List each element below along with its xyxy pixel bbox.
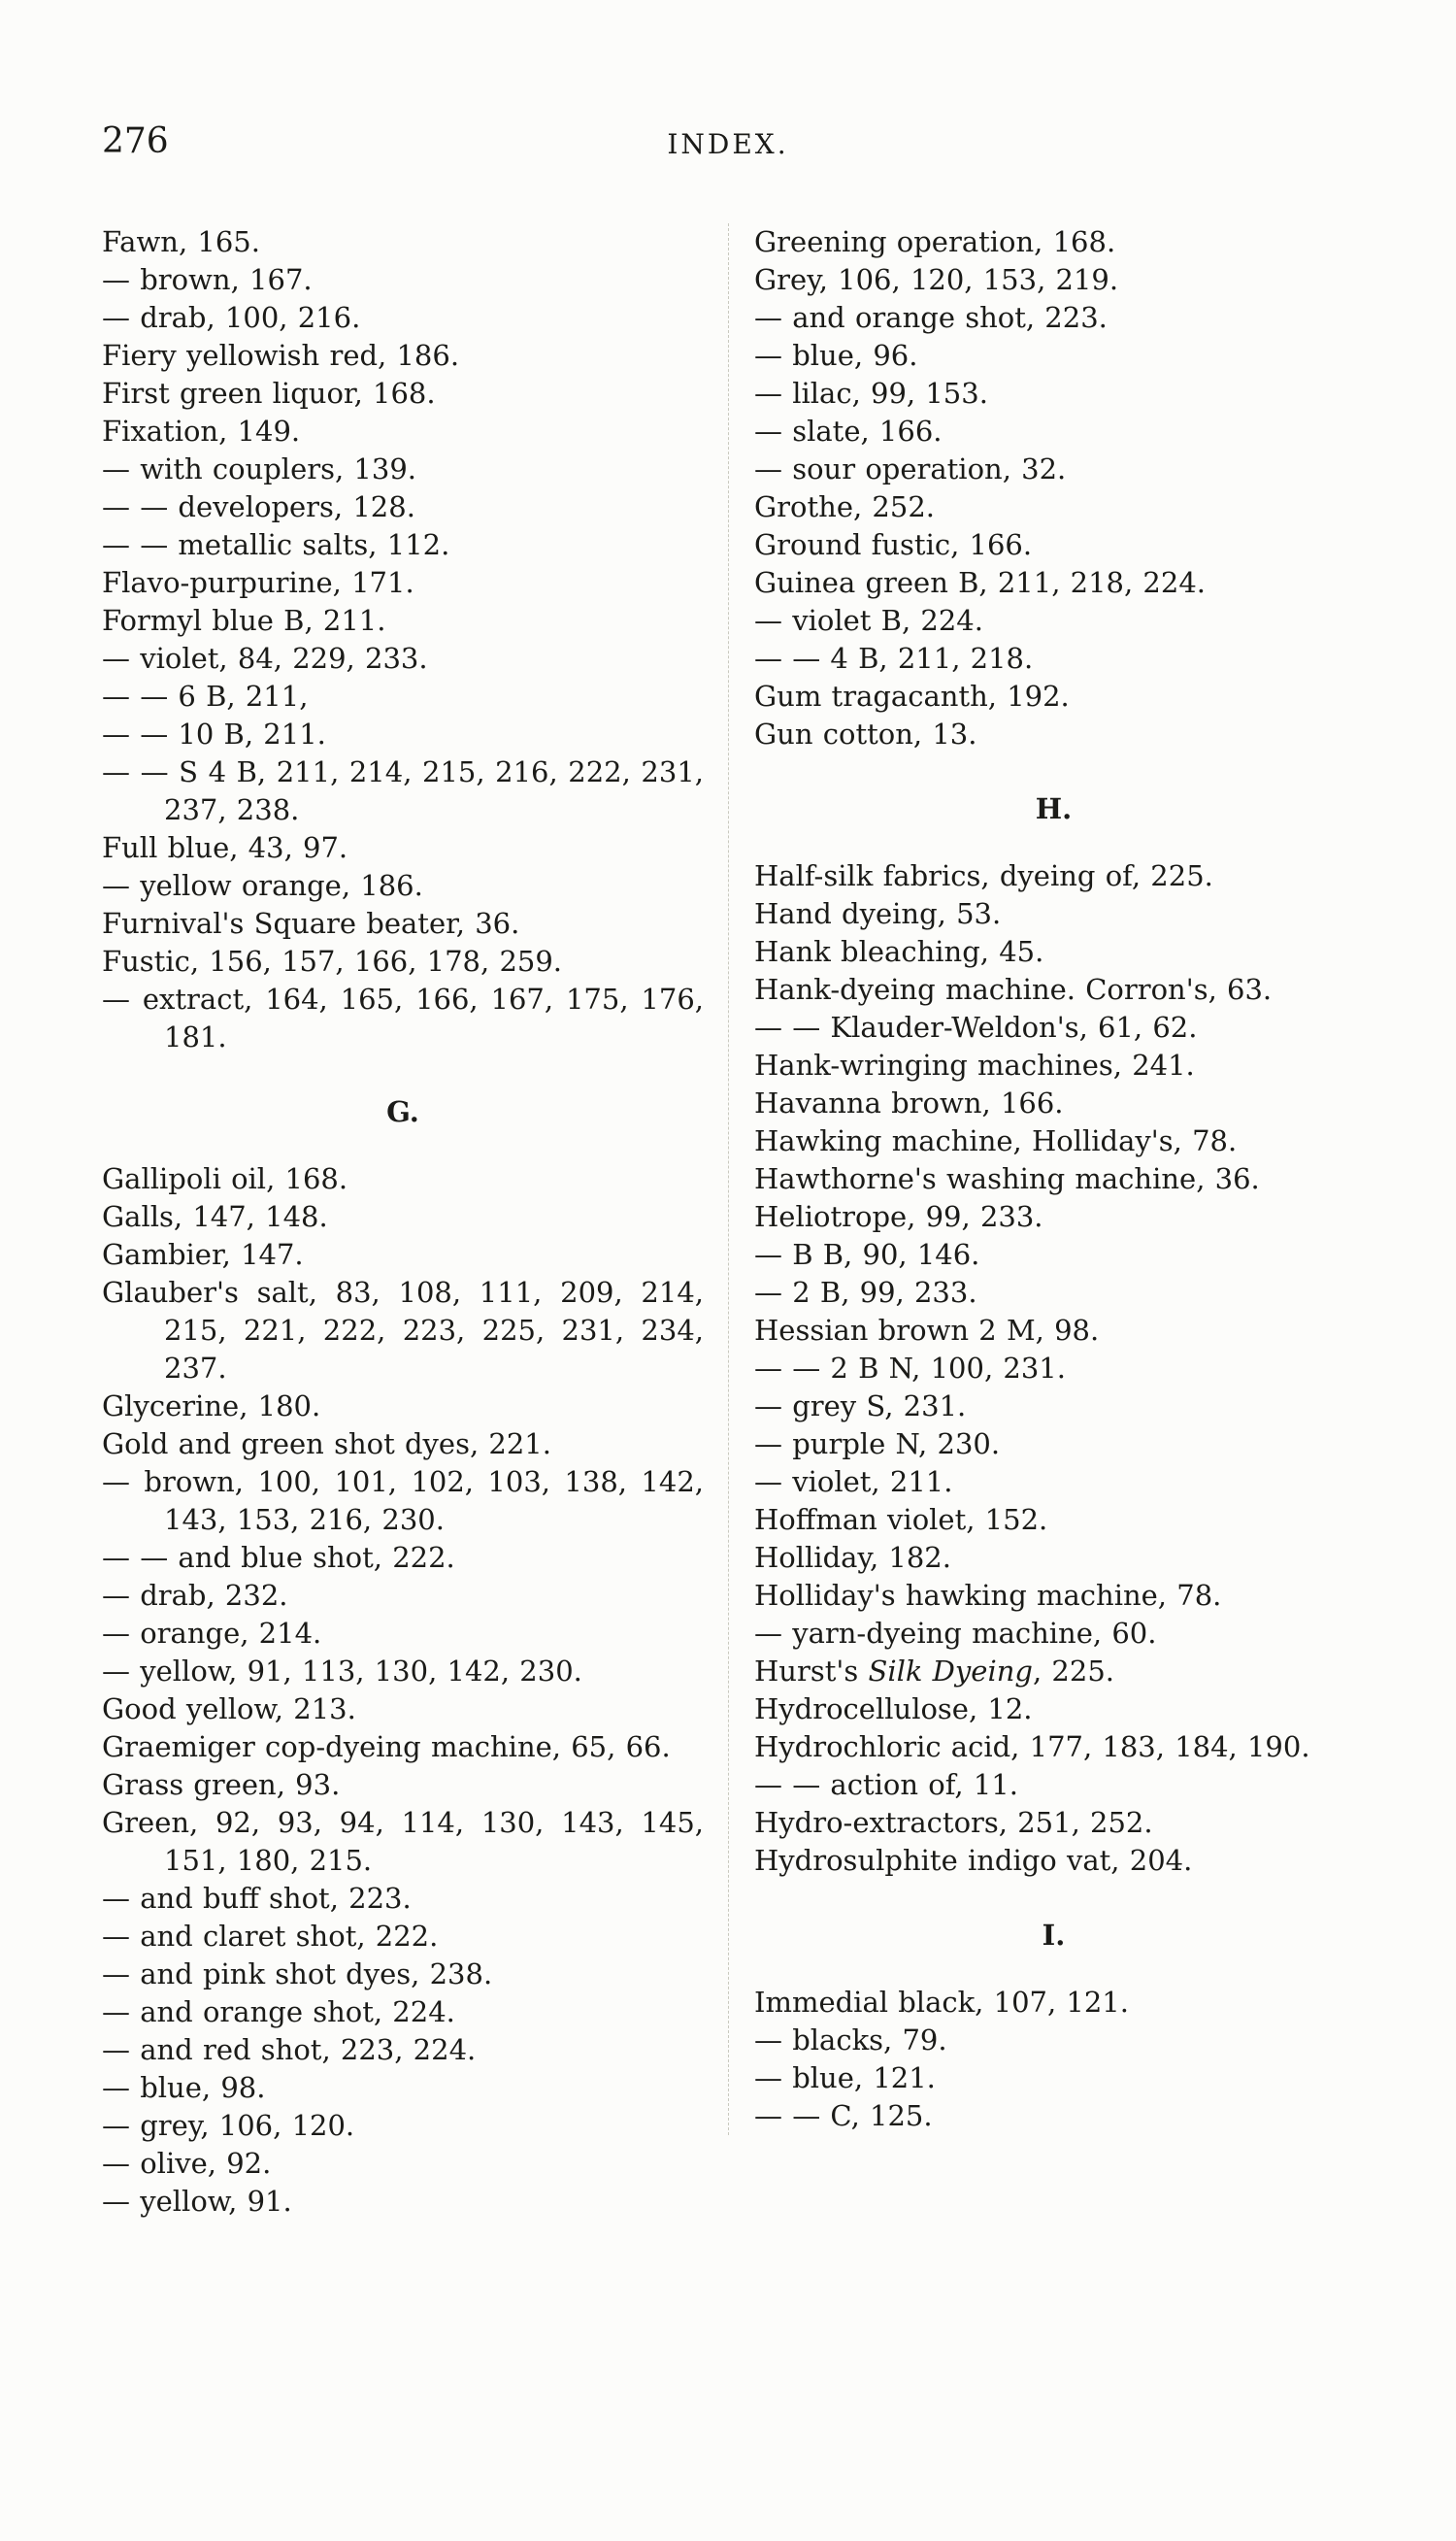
index-entry: Half-silk fabrics, dyeing of, 225. — [754, 859, 1213, 892]
index-entry: — — 4 B, 211, 218. — [754, 642, 1034, 675]
index-entry: Holliday's hawking machine, 78. — [754, 1579, 1222, 1612]
index-entry: Gun cotton, 13. — [754, 718, 977, 751]
index-entry: — blue, 121. — [754, 2061, 936, 2094]
index-entry: — blue, 96. — [754, 339, 918, 372]
index-entry: Gambier, 147. — [102, 1238, 304, 1271]
index-entry: — and pink shot dyes, 238. — [102, 1957, 493, 1990]
index-entry: — — 10 B, 211. — [102, 718, 326, 751]
index-entry: Furnival's Square beater, 36. — [102, 907, 520, 940]
index-entry: Fiery yellowish red, 186. — [102, 339, 460, 372]
index-entry: Grey, 106, 120, 153, 219. — [754, 263, 1119, 296]
index-entry: Hydro-extractors, 251, 252. — [754, 1806, 1153, 1839]
index-entry: — yellow, 91. — [102, 2185, 292, 2218]
index-columns — [102, 223, 1354, 2221]
section-heading: G. — [386, 1095, 419, 1128]
index-entry: Havanna brown, 166. — [754, 1087, 1064, 1120]
index-entry: — grey, 106, 120. — [102, 2109, 355, 2142]
index-entry: — — developers, 128. — [102, 490, 415, 523]
index-entry: — — action of, 11. — [754, 1768, 1018, 1801]
index-entry: Graemiger cop-dyeing machine, 65, 66. — [102, 1730, 671, 1763]
index-entry: — sour operation, 32. — [754, 452, 1067, 485]
index-column-right — [728, 223, 1353, 2135]
index-entry: — violet B, 224. — [754, 604, 983, 637]
index-entry: Guinea green B, 211, 218, 224. — [754, 566, 1207, 599]
index-entry: — — Klauder-Weldon's, 61, 62. — [754, 1011, 1198, 1044]
index-entry: — olive, 92. — [102, 2147, 272, 2180]
index-entry: — — 6 B, 211, — [102, 680, 309, 713]
index-entry: Hawking machine, Holliday's, 78. — [754, 1124, 1238, 1157]
index-entry: — extract, 164, 165, 166, 167, 175, 176, 181. — [102, 983, 704, 1053]
index-entry: Grothe, 252. — [754, 490, 935, 523]
index-entry: Glycerine, 180. — [102, 1389, 321, 1422]
index-entry: Gallipoli oil, 168. — [102, 1162, 348, 1195]
index-entry: Fixation, 149. — [102, 415, 301, 448]
index-entry: Hawthorne's washing machine, 36. — [754, 1162, 1260, 1195]
index-entry: Hydrocellulose, 12. — [754, 1692, 1033, 1725]
index-entry: Green, 92, 93, 94, 114, 130, 143, 145, 151, 180, 215. — [102, 1806, 704, 1877]
index-entry: — yarn-dyeing machine, 60. — [754, 1617, 1157, 1650]
index-entry: Galls, 147, 148. — [102, 1200, 328, 1233]
index-entry: — — S 4 B, 211, 214, 215, 216, 222, 231, 237, 238. — [102, 755, 704, 826]
index-entry-italic-title: Silk Dyeing — [868, 1655, 1033, 1688]
index-entry: — — C, 125. — [754, 2099, 933, 2132]
index-entry: First green liquor, 168. — [102, 377, 436, 410]
index-column-left — [102, 223, 704, 2221]
index-entry: — drab, 232. — [102, 1579, 288, 1612]
index-entry: — orange, 214. — [102, 1617, 322, 1650]
index-entry: — B B, 90, 146. — [754, 1238, 980, 1271]
index-entry: Hand dyeing, 53. — [754, 897, 1002, 930]
index-entry: Hank bleaching, 45. — [754, 935, 1044, 968]
index-entry: — yellow, 91, 113, 130, 142, 230. — [102, 1655, 582, 1688]
index-entry: Full blue, 43, 97. — [102, 831, 348, 864]
index-entry: Hydrochloric acid, 177, 183, 184, 190. — [754, 1730, 1310, 1763]
index-entry: Gold and green shot dyes, 221. — [102, 1427, 551, 1460]
index-entry: — violet, 211. — [754, 1465, 953, 1498]
index-entry: — grey S, 231. — [754, 1389, 967, 1422]
index-entry: Holliday, 182. — [754, 1541, 951, 1574]
index-entry: — — 2 B N, 100, 231. — [754, 1352, 1066, 1385]
index-entry: — blue, 98. — [102, 2071, 266, 2104]
index-entry: Hessian brown 2 M, 98. — [754, 1314, 1100, 1347]
index-entry: Fawn, 165. — [102, 225, 260, 258]
index-entry: Ground fustic, 166. — [754, 528, 1033, 561]
index-entry: — violet, 84, 229, 233. — [102, 642, 428, 675]
index-entry: Hydrosulphite indigo vat, 204. — [754, 1844, 1193, 1877]
index-entry: — 2 B, 99, 233. — [754, 1276, 977, 1309]
index-entry: Formyl blue B, 211. — [102, 604, 386, 637]
index-entry: — blacks, 79. — [754, 2023, 947, 2056]
index-entry: — and claret shot, 222. — [102, 1920, 439, 1953]
index-entry: Gum tragacanth, 192. — [754, 680, 1070, 713]
index-entry: Hank-wringing machines, 241. — [754, 1049, 1195, 1082]
index-entry: Glauber's salt, 83, 108, 111, 209, 214, 215, 221, 222, 223, 225, 231, 234, 237. — [102, 1276, 704, 1385]
index-entry: — purple N, 230. — [754, 1427, 1001, 1460]
index-entry: Good yellow, 213. — [102, 1692, 356, 1725]
index-entry: Hoffman violet, 152. — [754, 1503, 1048, 1536]
index-entry: Flavo-purpurine, 171. — [102, 566, 414, 599]
page-header — [102, 122, 1354, 171]
index-entry: — yellow orange, 186. — [102, 869, 423, 902]
index-entry: Fustic, 156, 157, 166, 178, 259. — [102, 945, 563, 978]
index-entry: Greening operation, 168. — [754, 225, 1116, 258]
index-entry: — brown, 100, 101, 102, 103, 138, 142, 143, 153, 216, 230. — [102, 1465, 704, 1536]
index-entry: Heliotrope, 99, 233. — [754, 1200, 1043, 1233]
index-entry: — drab, 100, 216. — [102, 301, 361, 334]
index-entry: — and orange shot, 224. — [102, 1995, 455, 2028]
index-entry: — — metallic salts, 112. — [102, 528, 450, 561]
index-entry: — lilac, 99, 153. — [754, 377, 988, 410]
index-entry: — slate, 166. — [754, 415, 943, 448]
index-entry: Grass green, 93. — [102, 1768, 341, 1801]
page-title: INDEX. — [667, 128, 789, 160]
index-entry: Hurst's Silk Dyeing, 225. — [754, 1655, 1114, 1688]
index-entry: Hank-dyeing machine. Corron's, 63. — [754, 973, 1273, 1006]
index-entry: — with couplers, 139. — [102, 452, 416, 485]
section-heading: H. — [1035, 792, 1073, 825]
index-entry: — brown, 167. — [102, 263, 313, 296]
page-number: 276 — [102, 121, 169, 161]
index-entry: Immedial black, 107, 121. — [754, 1986, 1129, 2019]
section-heading: I. — [1042, 1919, 1066, 1952]
index-entry: — — and blue shot, 222. — [102, 1541, 455, 1574]
index-entry: — and buff shot, 223. — [102, 1882, 412, 1915]
index-entry: — and orange shot, 223. — [754, 301, 1108, 334]
index-entry: — and red shot, 223, 224. — [102, 2033, 477, 2066]
